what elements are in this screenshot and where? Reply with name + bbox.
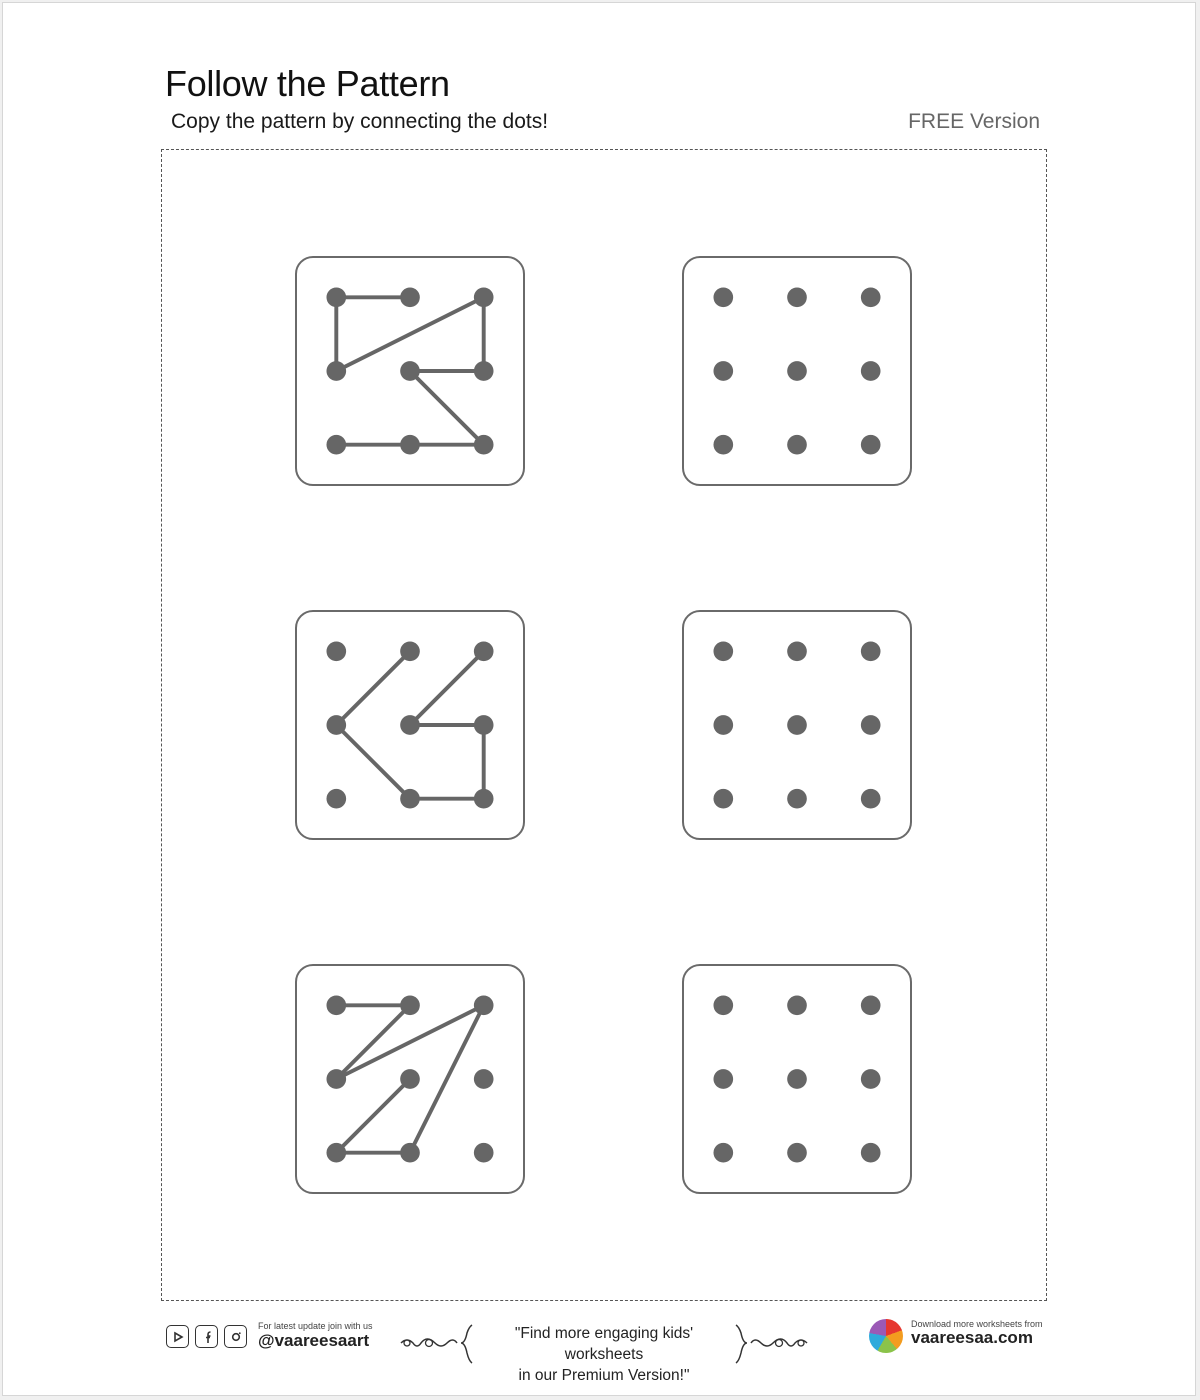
grid-dot[interactable] xyxy=(861,789,881,809)
grid-dot xyxy=(474,995,494,1015)
grid-dot xyxy=(474,287,494,307)
grid-dot[interactable] xyxy=(787,641,807,661)
grid-dot[interactable] xyxy=(861,287,881,307)
pattern-line xyxy=(336,1005,410,1079)
instagram-icon[interactable] xyxy=(224,1325,247,1348)
grid-dot[interactable] xyxy=(787,995,807,1015)
grid-dot[interactable] xyxy=(713,435,733,455)
grid-dot xyxy=(326,1143,346,1163)
grid-dot[interactable] xyxy=(861,1069,881,1089)
grid-dot[interactable] xyxy=(713,715,733,735)
footer xyxy=(3,1303,1200,1383)
grid-dot xyxy=(326,1069,346,1089)
pattern-grid-svg xyxy=(297,258,523,484)
pattern-board-3 xyxy=(295,964,525,1194)
pattern-line xyxy=(336,725,410,799)
pattern-line xyxy=(336,297,483,371)
grid-dot xyxy=(400,641,420,661)
practice-grid-svg xyxy=(684,612,910,838)
grid-dot xyxy=(474,1143,494,1163)
grid-dot[interactable] xyxy=(861,361,881,381)
grid-dot[interactable] xyxy=(787,715,807,735)
grid-dot xyxy=(400,287,420,307)
promo-line-1: "Find more engaging kids' worksheets xyxy=(514,1325,694,1363)
pattern-line xyxy=(410,1005,484,1152)
grid-dot[interactable] xyxy=(861,715,881,735)
pattern-line xyxy=(336,651,410,725)
youtube-icon[interactable] xyxy=(166,1325,189,1348)
grid-dot xyxy=(474,435,494,455)
download-text: Download more worksheets from xyxy=(911,1319,1043,1329)
grid-dot xyxy=(326,715,346,735)
page-title: Follow the Pattern xyxy=(165,63,450,104)
grid-dot xyxy=(400,361,420,381)
grid-dot[interactable] xyxy=(713,361,733,381)
grid-dot[interactable] xyxy=(787,1143,807,1163)
pattern-line xyxy=(410,371,484,445)
flourish-left-icon xyxy=(399,1319,473,1369)
grid-dot xyxy=(326,287,346,307)
pattern-grid-svg xyxy=(297,612,523,838)
grid-dot[interactable] xyxy=(861,435,881,455)
grid-dot xyxy=(474,361,494,381)
grid-dot xyxy=(326,361,346,381)
join-text: For latest update join with us xyxy=(258,1321,373,1331)
grid-dot[interactable] xyxy=(713,1143,733,1163)
grid-dot[interactable] xyxy=(861,641,881,661)
practice-board-1[interactable] xyxy=(682,256,912,486)
website-link[interactable]: vaareesaa.com xyxy=(911,1328,1033,1347)
grid-dot xyxy=(400,995,420,1015)
pattern-line xyxy=(336,1079,410,1153)
grid-dot xyxy=(326,641,346,661)
page-subtitle: Copy the pattern by connecting the dots! xyxy=(171,110,549,133)
pattern-grid-svg xyxy=(297,966,523,1192)
grid-dot[interactable] xyxy=(861,1143,881,1163)
version-label: FREE Version xyxy=(908,110,1040,133)
social-icons xyxy=(166,1325,247,1348)
practice-grid-svg xyxy=(684,258,910,484)
practice-board-2[interactable] xyxy=(682,610,912,840)
grid-dot[interactable] xyxy=(861,995,881,1015)
grid-dot[interactable] xyxy=(787,1069,807,1089)
practice-board-3[interactable] xyxy=(682,964,912,1194)
grid-dot xyxy=(400,435,420,455)
worksheet-page xyxy=(2,2,1196,1396)
grid-dot[interactable] xyxy=(713,641,733,661)
worksheet-frame xyxy=(161,149,1047,1301)
grid-dot xyxy=(474,789,494,809)
grid-dot[interactable] xyxy=(713,1069,733,1089)
grid-dot[interactable] xyxy=(787,361,807,381)
grid-dot xyxy=(326,789,346,809)
grid-dot[interactable] xyxy=(787,789,807,809)
grid-dot[interactable] xyxy=(787,435,807,455)
grid-dot xyxy=(400,1069,420,1089)
pattern-line xyxy=(410,651,484,725)
grid-dot xyxy=(474,1069,494,1089)
social-handle[interactable]: @vaareesaart xyxy=(258,1331,370,1350)
pattern-board-1 xyxy=(295,256,525,486)
premium-promo xyxy=(475,1323,733,1386)
grid-dot xyxy=(474,715,494,735)
promo-line-2: in our Premium Version!" xyxy=(518,1367,690,1384)
pattern-board-2 xyxy=(295,610,525,840)
grid-dot[interactable] xyxy=(713,287,733,307)
grid-dot xyxy=(326,995,346,1015)
grid-dot xyxy=(474,641,494,661)
grid-dot[interactable] xyxy=(787,287,807,307)
grid-dot xyxy=(400,715,420,735)
facebook-icon[interactable] xyxy=(195,1325,218,1348)
vaareesaa-logo-icon xyxy=(869,1319,903,1353)
pattern-line xyxy=(336,1005,483,1079)
grid-dot xyxy=(400,789,420,809)
grid-dot xyxy=(326,435,346,455)
grid-dot[interactable] xyxy=(713,789,733,809)
grid-dot xyxy=(400,1143,420,1163)
practice-grid-svg xyxy=(684,966,910,1192)
grid-dot[interactable] xyxy=(713,995,733,1015)
flourish-right-icon xyxy=(735,1319,809,1369)
